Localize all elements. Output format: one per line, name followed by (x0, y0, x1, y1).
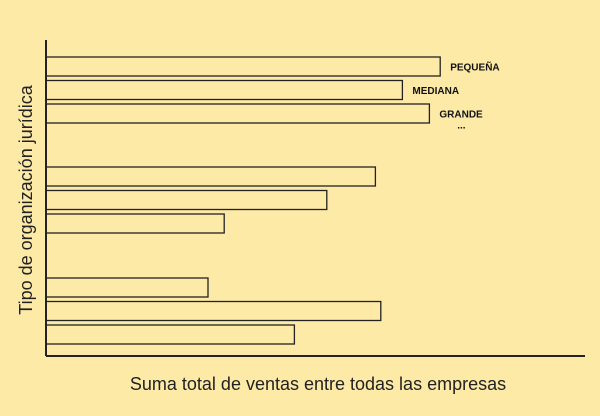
bar-label-2: MEDIANA (412, 86, 460, 97)
bar-g1-1 (46, 57, 440, 76)
bar-g3-3 (46, 325, 294, 344)
bar-g3-2 (46, 302, 381, 321)
bar-g1-2 (46, 81, 402, 100)
bar-label-3: GRANDE (439, 109, 483, 121)
x-axis-title: Suma total de ventas entre todas las empresas (129, 374, 507, 394)
bar-labels-layer (412, 61, 499, 132)
y-axis-title: Tipo de organización jurídica (16, 85, 36, 315)
bar-g3-1 (46, 278, 208, 297)
bar-g1-3 (46, 104, 429, 123)
bar-g2-1 (46, 167, 375, 186)
bars-layer (46, 57, 440, 344)
bar-g2-3 (46, 214, 224, 233)
bar-g2-2 (46, 191, 327, 210)
bar-label-1: PEQUEÑA (450, 62, 500, 74)
bar-label-ellipsis: ... (457, 120, 466, 132)
